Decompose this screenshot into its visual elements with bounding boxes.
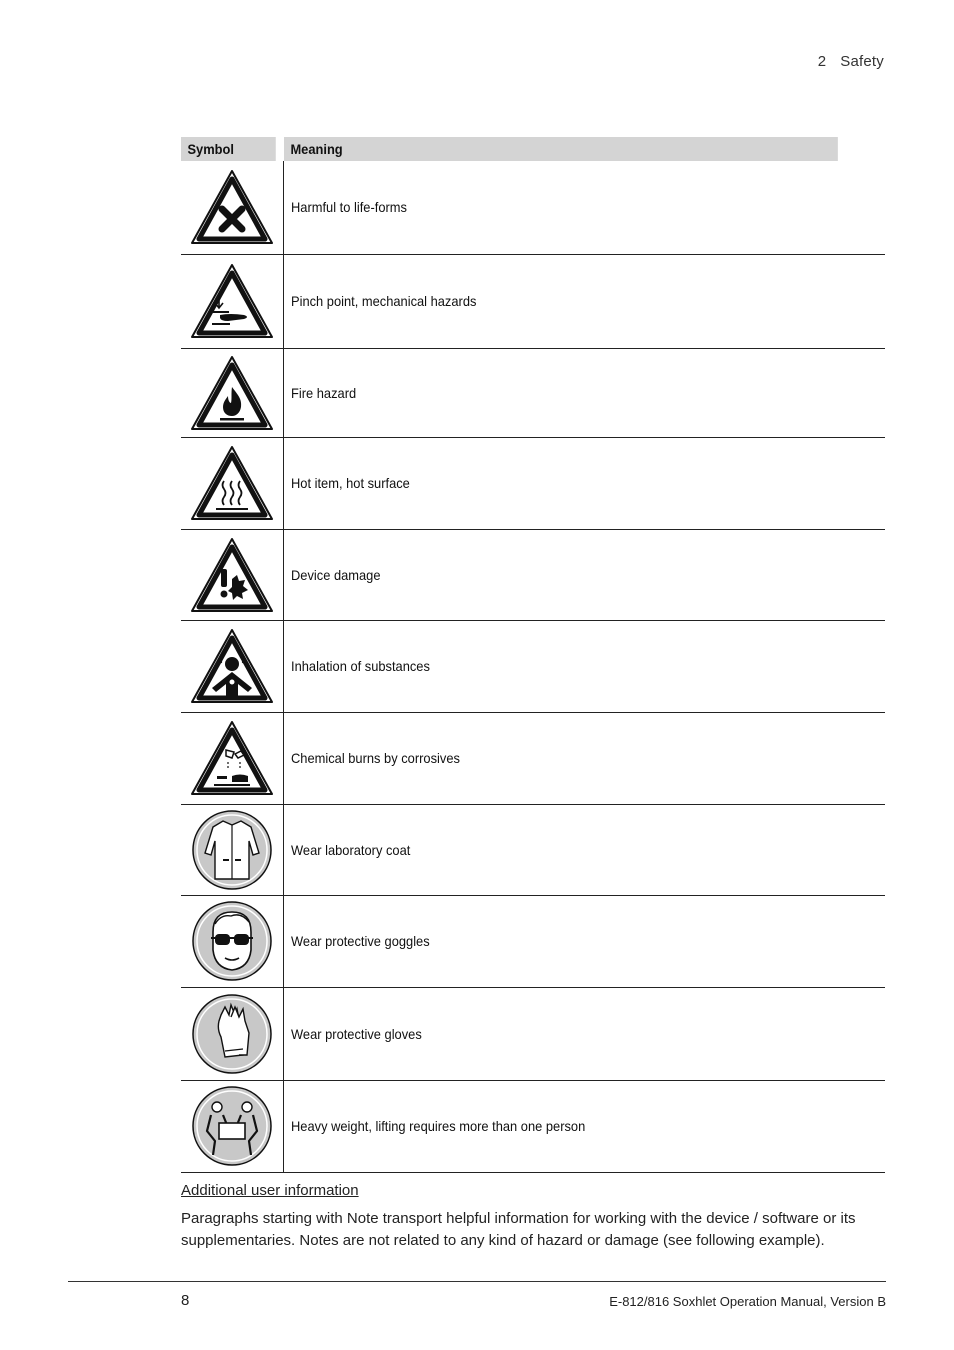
meaning-cell <box>284 437 886 529</box>
table-row <box>181 712 885 804</box>
meaning-text: Hot item, hot surface <box>291 475 410 491</box>
harmful-icon <box>188 167 276 247</box>
meaning-cell <box>284 348 886 437</box>
meaning-text: Chemical burns by corrosives <box>291 750 460 766</box>
symbol-cell <box>181 987 284 1080</box>
meaning-cell <box>284 254 886 348</box>
footer-divider <box>68 1281 886 1282</box>
table-row <box>181 804 885 895</box>
table-row <box>181 529 885 620</box>
chapter-number: 2 <box>817 53 827 70</box>
meaning-text: Wear protective goggles <box>291 933 430 949</box>
symbol-cell <box>181 620 284 712</box>
meaning-cell <box>284 620 886 712</box>
meaning-cell <box>284 1080 886 1172</box>
meaning-text: Pinch point, mechanical hazards <box>291 293 477 309</box>
footer-manual-title: E-812/816 Soxhlet Operation Manual, Version B <box>609 1294 886 1309</box>
meaning-text: Device damage <box>291 566 381 583</box>
device-damage-icon <box>188 535 276 615</box>
table-row <box>181 161 885 254</box>
table-row <box>181 987 885 1080</box>
meaning-text: Inhalation of substances <box>291 658 430 674</box>
table-row <box>181 1080 885 1172</box>
gloves-icon <box>191 993 273 1075</box>
meaning-cell <box>284 804 886 895</box>
table-row <box>181 437 885 529</box>
symbol-cell <box>181 254 284 348</box>
symbol-cell <box>181 529 284 620</box>
column-header-symbol: Symbol <box>181 137 275 161</box>
table-row <box>181 348 885 437</box>
meaning-text: Wear laboratory coat <box>291 841 411 858</box>
meaning-cell <box>284 529 886 620</box>
symbol-cell <box>181 895 284 987</box>
corrosive-icon <box>188 718 276 798</box>
page-header-section <box>818 53 884 70</box>
symbol-cell <box>181 348 284 437</box>
additional-info-heading: Additional user information <box>181 1182 359 1199</box>
table-row <box>181 254 885 348</box>
meaning-text: Heavy weight, lifting requires more than one person <box>291 1118 586 1134</box>
symbol-cell <box>181 712 284 804</box>
pinch-point-icon <box>188 261 276 341</box>
meaning-text: Wear protective gloves <box>291 1025 422 1042</box>
heavy-weight-icon <box>191 1085 273 1167</box>
note-paragraph: Paragraphs starting with Note transport helpful information for working with the device / software or its supplementaries. Notes are not related to any kind of hazard or damage (see following example). <box>181 1210 856 1249</box>
table-header-row <box>181 137 885 161</box>
meaning-cell <box>284 712 886 804</box>
table-row <box>181 620 885 712</box>
footer-page-number: 8 <box>181 1292 190 1309</box>
meaning-text: Harmful to life-forms <box>291 199 407 216</box>
hot-surface-icon <box>188 443 276 523</box>
symbol-cell <box>181 804 284 895</box>
column-header-meaning: Meaning <box>284 137 837 161</box>
chapter-title: Safety <box>840 53 884 70</box>
symbol-cell <box>181 1080 284 1172</box>
symbol-cell <box>181 437 284 529</box>
meaning-cell <box>284 895 886 987</box>
inhalation-icon <box>188 626 276 706</box>
meaning-cell <box>284 161 886 254</box>
lab-coat-icon <box>191 809 273 891</box>
meaning-cell <box>284 987 886 1080</box>
symbol-table <box>181 137 885 1173</box>
fire-hazard-icon <box>188 353 276 433</box>
goggles-icon <box>191 900 273 982</box>
meaning-text: Fire hazard <box>291 384 357 401</box>
table-row <box>181 895 885 987</box>
symbol-cell <box>181 161 284 254</box>
